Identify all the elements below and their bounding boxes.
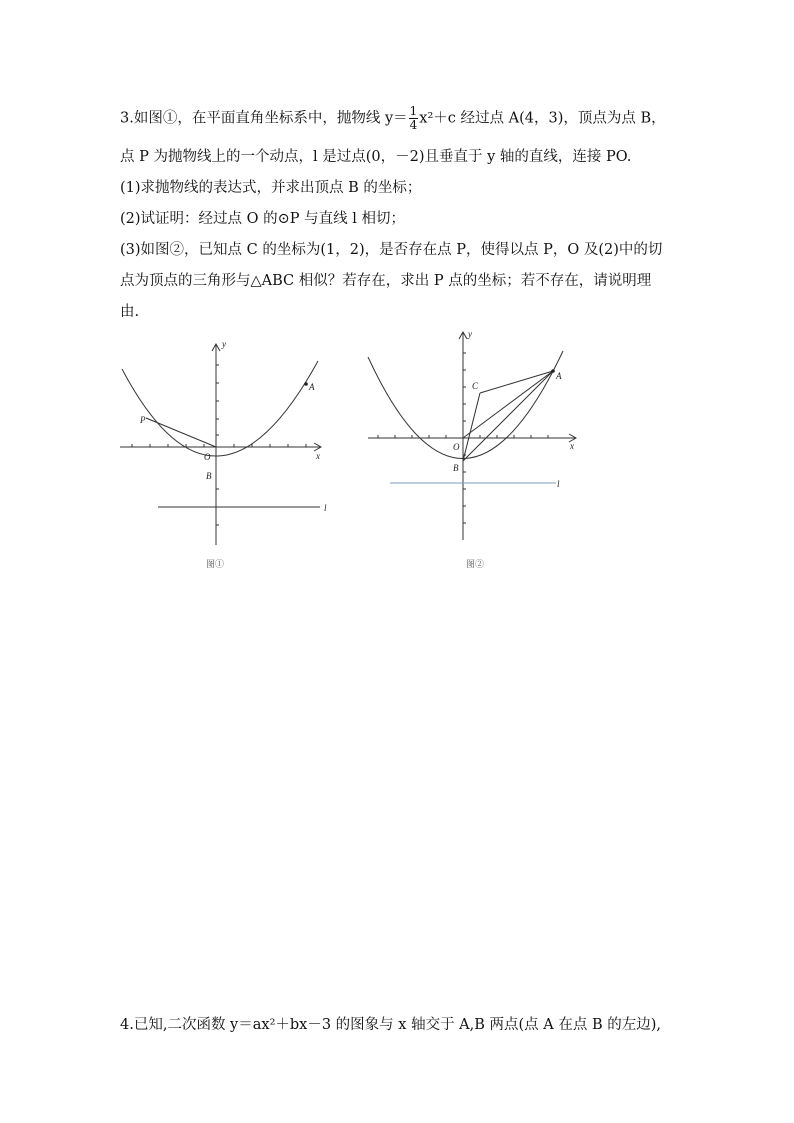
fig2-label-x: x <box>570 441 574 451</box>
q3-line-1-part-b: x²＋c 经过点 A(4，3)，顶点为点 B， <box>419 110 666 127</box>
figure-2 <box>360 325 590 575</box>
fig1-parabola <box>122 361 318 456</box>
fraction-numerator: 1 <box>409 104 418 118</box>
fig2-label-B: B <box>453 463 459 473</box>
fig2-label-l: l <box>557 479 560 489</box>
fraction-denominator: 4 <box>409 118 418 132</box>
q3-line-6: 点为顶点的三角形与△ABC 相似？若存在，求出 P 点的坐标；若不存在，请说明理 <box>120 273 652 289</box>
fig1-label-O: O <box>204 452 211 462</box>
figure-1 <box>110 335 340 575</box>
fig2-parabola <box>368 351 563 459</box>
fig1-segment-PO <box>146 418 216 447</box>
fig1-label-A: A <box>309 382 315 392</box>
q3-part-2: (2)试证明：经过点 O 的⊙P 与直线 l 相切； <box>120 211 406 227</box>
fig2-point-A <box>551 369 555 373</box>
fig1-label-P: P <box>140 415 146 425</box>
q3-line-7: 由. <box>120 304 140 320</box>
fraction-one-quarter <box>409 105 419 132</box>
fig2-caption: 图② <box>466 559 485 569</box>
fig2-label-O: O <box>453 442 460 452</box>
q3-part-1: (1)求抛物线的表达式，并求出顶点 B 的坐标； <box>120 180 422 196</box>
fig2-label-A: A <box>556 371 562 381</box>
q3-part-3: (3)如图②，已知点 C 的坐标为(1，2)，是否存在点 P，使得以点 P，O 及(2)中的切 <box>120 242 663 258</box>
q4-line-1: 4.已知,二次函数 y＝ax²＋bx－3 的图象与 x 轴交于 A,B 两点(点 A 在点 B 的左边), <box>120 1017 662 1033</box>
q3-line-1-part-a: 3.如图①，在平面直角坐标系中，抛物线 y＝ <box>120 110 408 127</box>
fig2-label-y: y <box>468 329 472 339</box>
q3-line-2: 点 P 为抛物线上的一个动点，l 是过点(0，－2)且垂直于 y 轴的直线，连接 PO. <box>120 149 632 165</box>
fig1-caption: 图① <box>206 559 225 569</box>
fig1-label-x: x <box>316 451 320 461</box>
fig2-label-C: C <box>472 381 479 391</box>
fig1-label-y: y <box>222 339 226 349</box>
fig1-label-B: B <box>206 471 212 481</box>
fig1-label-l: l <box>324 503 327 513</box>
q3-line-1 <box>120 105 666 132</box>
fig1-point-A <box>304 382 308 386</box>
